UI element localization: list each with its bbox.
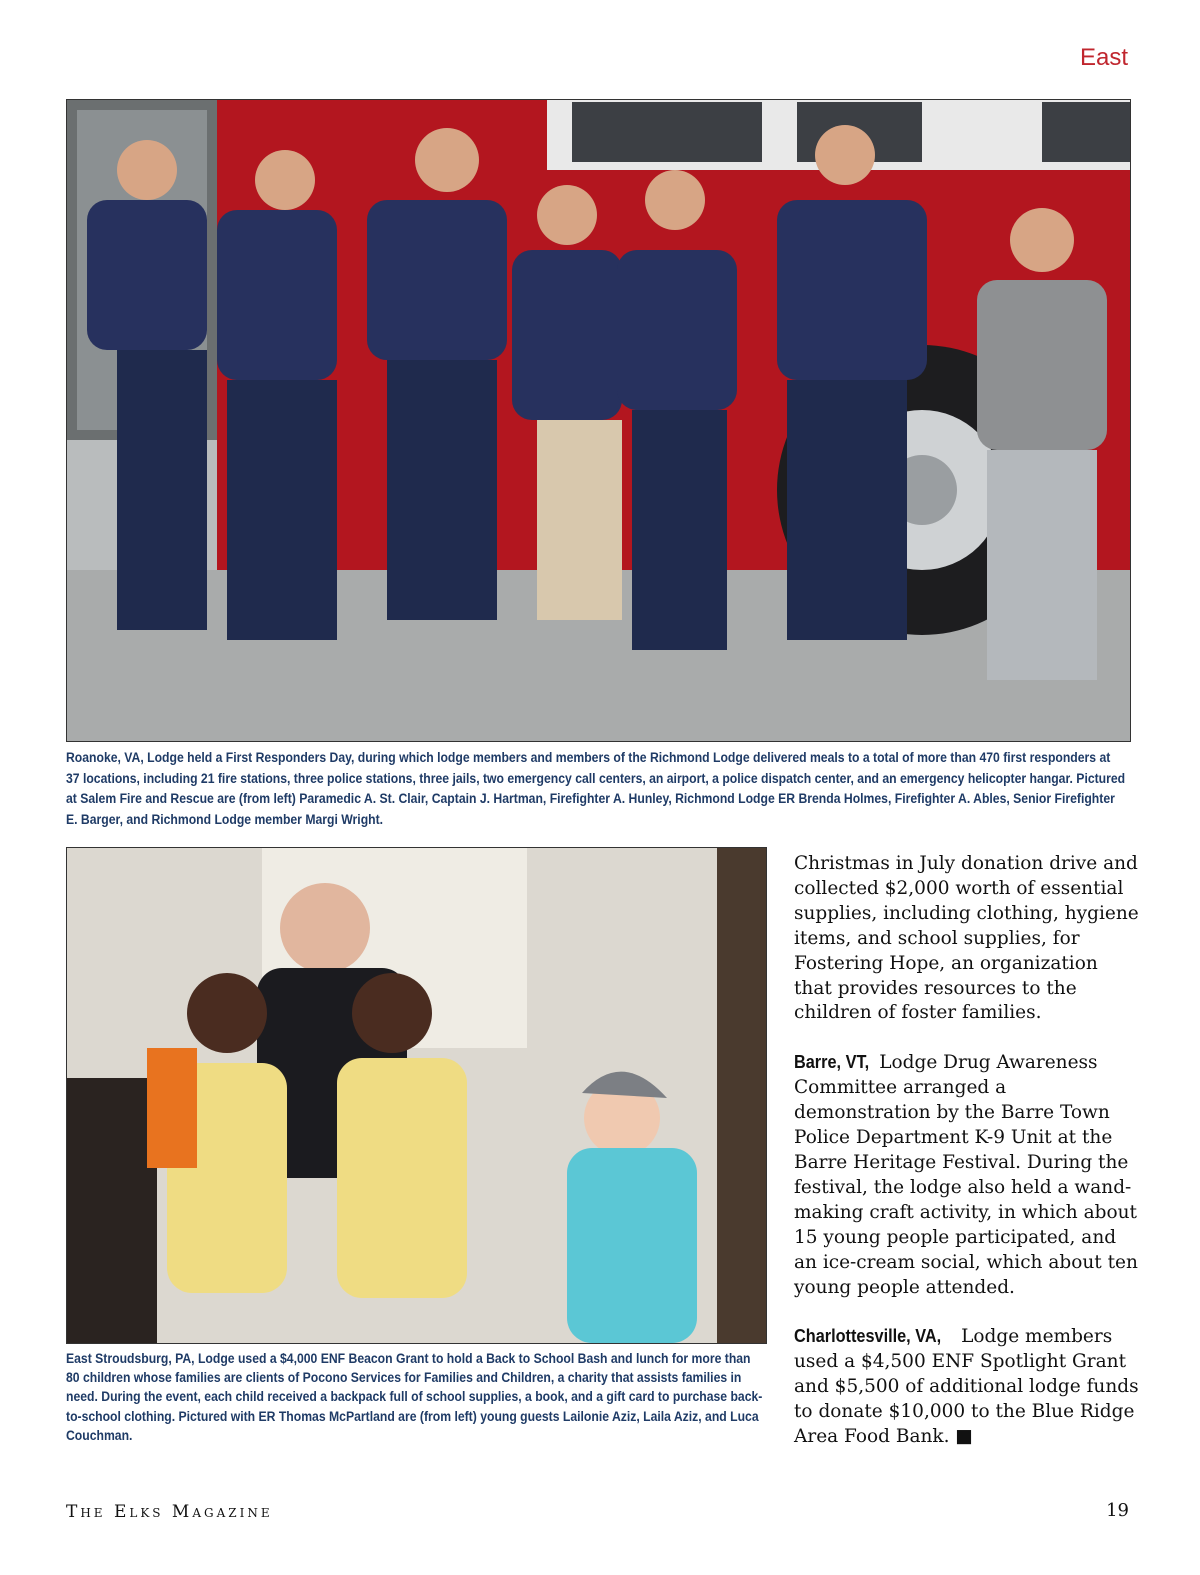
caption-east-stroudsburg <box>66 1350 767 1446</box>
photo-firefighters-illustration <box>67 100 1130 741</box>
article-charlottesville-text: Lodge members used a $4,500 ENF Spotlight Grant and $5,500 of additional lodge funds to donate $10,000 to the Blue Ridge Area Food Bank. ■ <box>794 1326 1139 1448</box>
article-charlottesville-place: Charlottesville, VA, <box>794 1325 942 1347</box>
photo-back-to-school-illustration <box>67 848 766 1343</box>
article-barre-text: Lodge Drug Awareness Committee arranged a demonstration by the Barre Town Police Department K-9 Unit at the Barre Heritage Festival. During the festival, the lodge also held a wand-making craft activity, in which about 15 young people participated, and an ice-cream social, which about ten young people attended. <box>794 1052 1138 1298</box>
footer-magazine-name <box>66 1502 273 1522</box>
article-paragraph-barre <box>794 1050 1139 1300</box>
caption-east-stroudsburg-text: Lodge used a $4,000 ENF Beacon Grant to hold a Back to School Bash and lunch for more than 80 children whose families are clients of Pocono Services for Families and Children, a charity that assists families in need. During the event, each child received a backpack full of school supplies, a book, and a gift card to purchase back-to-school clothing. Pictured with ER Thomas McPartland are (from left) young guests Lailonie Aziz, Laila Aziz, and Luca Couchman. <box>66 1351 763 1444</box>
photo-back-to-school <box>66 847 767 1344</box>
section-label: East <box>1079 44 1128 71</box>
caption-roanoke <box>66 748 1127 830</box>
caption-east-stroudsburg-place: East Stroudsburg, PA, <box>66 1351 195 1367</box>
article-paragraph-charlottesville <box>794 1324 1139 1450</box>
footer-page-number: 19 <box>1106 1500 1129 1521</box>
caption-roanoke-text: Lodge held a First Responders Day, during which lodge members and members of the Richmond Lodge delivered meals to a total of more than 470 first responders at 37 locations, including 21 fire stations, three police stations, three jails, two emergency call centers, an airport, a police dispatch center, and an emergency helicopter hangar. Pictured at Salem Fire and Rescue are (from left) Paramedic A. St. Clair, Captain J. Hartman, Firefighter A. Hunley, Richmond Lodge ER Brenda Holmes, Firefighter A. Ables, Senior Firefighter E. Barger, and Richmond Lodge member Margi Wright. <box>66 750 1126 828</box>
footer-magazine-text: The Elks Magazine <box>66 1502 273 1522</box>
article-barre-place: Barre, VT, <box>794 1051 870 1073</box>
article-paragraph-1: Christmas in July donation drive and collected $2,000 worth of essential supplies, including clothing, hygiene items, and school supplies, for Fostering Hope, an organization that provides resources to the children of foster families. <box>794 853 1139 1024</box>
caption-roanoke-place: Roanoke, VA, <box>66 750 144 766</box>
article-column <box>794 852 1139 1474</box>
photo-firefighters <box>66 99 1131 742</box>
